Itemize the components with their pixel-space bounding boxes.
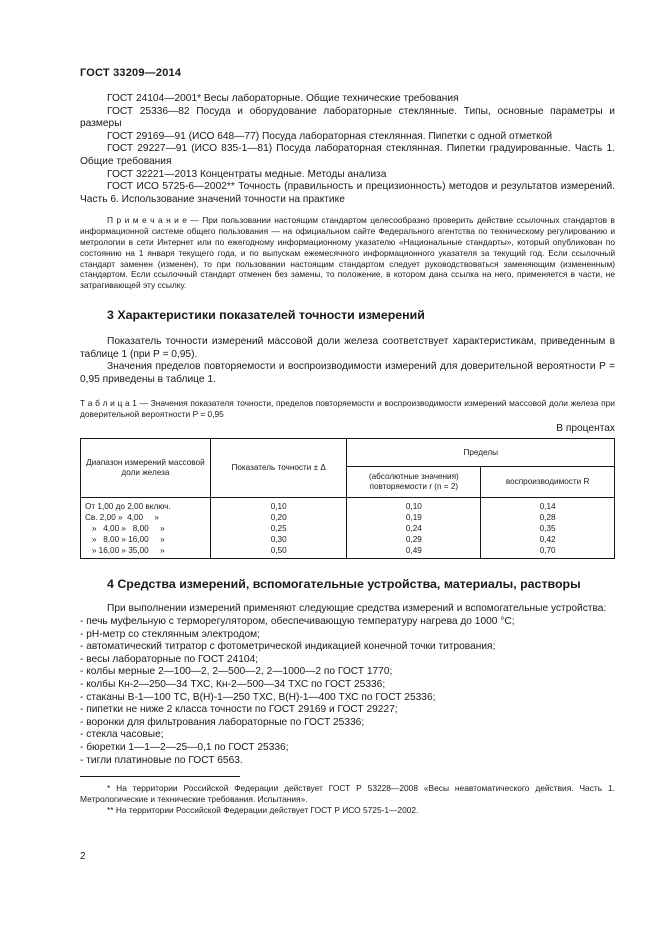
cell-reproducibility: 0,14 (481, 498, 615, 513)
table-caption-label: Т а б л и ц а 1 (80, 398, 137, 409)
cell-accuracy: 0,10 (210, 498, 347, 513)
list-item: - тигли платиновые по ГОСТ 6563. (80, 754, 243, 766)
table-row (81, 534, 615, 545)
cell-range: Св. 2,00 » 4,00 » (81, 512, 211, 523)
table-row (81, 498, 615, 513)
section-4-intro: При выполнении измерений применяют следующие средства измерений и вспомогательные устройства: (107, 603, 607, 615)
equipment-list (80, 616, 615, 767)
cell-repeatability: 0,10 (347, 498, 481, 513)
reference-item: ГОСТ 29169—91 (ИСО 648—77) Посуда лабораторная стеклянная. Пипетки с одной отметкой (107, 130, 553, 142)
cell-reproducibility: 0,70 (481, 545, 615, 559)
section-3-paragraph: Показатель точности измерений массовой доли железа соответствует характеристикам, приведенным в таблице 1 (при P = 0,95). (80, 335, 615, 360)
cell-reproducibility: 0,28 (481, 512, 615, 523)
cell-repeatability: 0,29 (347, 534, 481, 545)
footnotes (80, 783, 615, 815)
list-item: - колбы мерные 2—100—2, 2—500—2, 2—1000—2 по ГОСТ 1770; (80, 666, 393, 678)
section-3-title: 3 Характеристики показателей точности измерений (107, 307, 425, 322)
table-units: В процентах (556, 422, 615, 434)
cell-accuracy: 0,20 (210, 512, 347, 523)
note-label: П р и м е ч а н и е (107, 215, 187, 226)
table-caption-text: — Значения показателя точности, пределов повторяемости и воспроизводимости измерений массовой доли железа при доверительной вероятности P = 0,95 (80, 398, 615, 420)
reference-item: ГОСТ 29227—91 (ИСО 835-1—81) Посуда лабораторная стеклянная. Пипетки градуированные. Часть 1. Общие требования (80, 143, 615, 167)
cell-range: » 8,00 » 16,00 » (81, 534, 211, 545)
page-body (80, 93, 615, 816)
cell-repeatability: 0,24 (347, 523, 481, 534)
cell-accuracy: 0,25 (210, 523, 347, 534)
list-item: - пипетки не ниже 2 класса точности по ГОСТ 29169 и ГОСТ 29227; (80, 704, 398, 716)
reference-list (80, 93, 615, 206)
table-caption (80, 398, 615, 420)
cell-reproducibility: 0,42 (481, 534, 615, 545)
list-item: - рН-метр со стеклянным электродом; (80, 628, 260, 640)
cell-accuracy: 0,50 (210, 545, 347, 559)
reference-item: ГОСТ 25336—82 Посуда и оборудование лабораторные стеклянные. Типы, основные параметры и размеры (80, 105, 615, 130)
table-row (81, 512, 615, 523)
table-row (81, 545, 615, 559)
col-header-reproducibility: воспроизводимости R (481, 466, 615, 498)
col-header-limits: Пределы (347, 439, 615, 466)
list-item: - стекла часовые; (80, 729, 164, 741)
col-header-repeatability: (абсолютные значения) повторяемости r (n = 2) (347, 466, 481, 498)
section-3-paragraph: Значения пределов повторяемости и воспроизводимости измерений для доверительной вероятности P = 0,95 приведены в таблице 1. (80, 361, 615, 385)
note-text: — При пользовании настоящим стандартом целесообразно проверить действие ссылочных стандартов в информационной системе общего пользования — на официальном сайте Федерального агентства по техническому регулированию и метрологии в сети Интернет или по ежегодному информационному указателю «Национальные стандарты», который опубликован по состоянию на 1 января текущего года, и по выпускам ежемесячного информационного указателя за текущий год. Если ссылочный стандарт заменен (изменен), то при пользовании настоящим стандартом следует руководствоваться заменяющим (измененным) стандартом. Если ссылочный стандарт отменен без замены, то положение, в котором дана ссылка на него, применяется в части, не затрагивающей эту ссылку. (80, 215, 615, 291)
list-item: - бюретки 1—1—2—25—0,1 по ГОСТ 25336; (80, 742, 289, 754)
footnote: * На территории Российской Федерации действует ГОСТ Р 53228—2008 «Весы неавтоматического действия. Часть 1. Метрологические и технические требования. Испытания». (80, 783, 615, 804)
page-header: ГОСТ 33209—2014 (80, 67, 182, 79)
cell-repeatability: 0,19 (347, 512, 481, 523)
list-item: - колбы Кн-2—250—34 ТХС, Кн-2—500—34 ТХС по ГОСТ 25336; (80, 679, 386, 691)
list-item: - воронки для фильтрования лабораторные по ГОСТ 25336; (80, 716, 365, 728)
cell-range: » 4,00 » 8,00 » (81, 523, 211, 534)
reference-item: ГОСТ 24104—2001* Весы лабораторные. Общие технические требования (107, 93, 459, 104)
list-item: - автоматический титратор с фотометрической индикацией конечной точки титрования; (80, 641, 496, 653)
cell-reproducibility: 0,35 (481, 523, 615, 534)
cell-repeatability: 0,49 (347, 545, 481, 559)
table-row (81, 523, 615, 534)
list-item: - печь муфельную с терморегулятором, обеспечивающую температуру нагрева до 1000 °С; (80, 616, 515, 628)
footnote-divider (80, 776, 240, 777)
footnote: ** На территории Российской Федерации действует ГОСТ Р ИСО 5725-1—2002. (107, 804, 419, 815)
col-header-range: Диапазон измерений массовой доли железа (81, 439, 211, 498)
accuracy-table (80, 438, 615, 559)
section-4-title: 4 Средства измерений, вспомогательные устройства, материалы, растворы (107, 577, 581, 592)
reference-item: ГОСТ 32221—2013 Концентраты медные. Методы анализа (107, 168, 387, 180)
page-number: 2 (80, 851, 86, 862)
cell-accuracy: 0,30 (210, 534, 347, 545)
cell-range: От 1,00 до 2,00 включ. (81, 498, 211, 513)
cell-range: » 16,00 » 35,00 » (81, 545, 211, 559)
reference-item: ГОСТ ИСО 5725-6—2002** Точность (правильность и прецизионность) методов и результатов измерений. Часть 6. Использование значений точности на практике (80, 181, 615, 205)
note-paragraph (80, 215, 615, 291)
list-item: - стаканы В-1—100 ТС, В(Н)-1—250 ТХС, В(Н)-1—400 ТХС по ГОСТ 25336; (80, 691, 436, 703)
col-header-accuracy: Показатель точности ± Δ (210, 439, 347, 498)
list-item: - весы лабораторные по ГОСТ 24104; (80, 653, 259, 665)
